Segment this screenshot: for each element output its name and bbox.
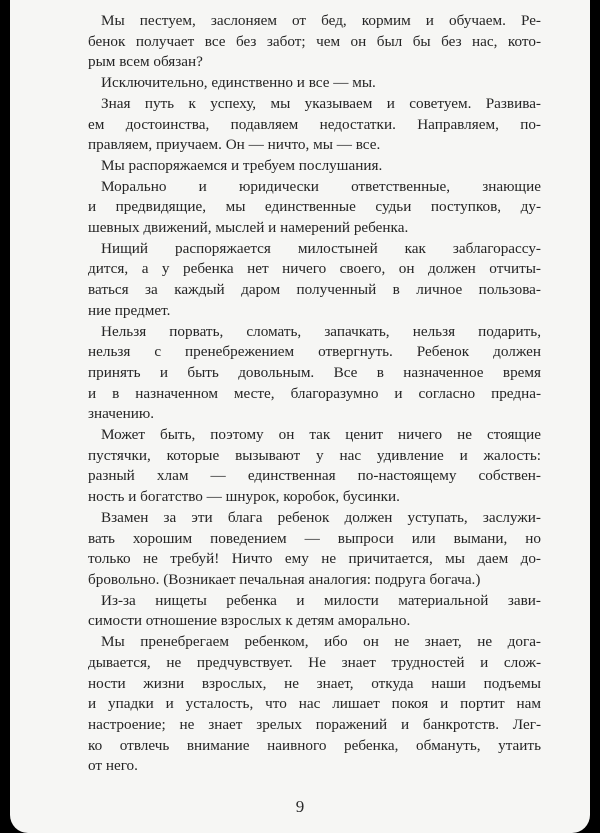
- text-line: и в назначенном месте, благоразумно и согласно предна-: [88, 384, 541, 402]
- paragraph: [88, 156, 541, 177]
- text-line: и предвидящие, мы единственные судьи поступков, ду-: [88, 198, 541, 216]
- text-line: пустячки, которые вызывают у нас удивление и жалость:: [88, 446, 541, 464]
- body-text: [88, 11, 541, 777]
- page-number: 9: [295, 797, 305, 816]
- text-line: Зная путь к успеху, мы указываем и советуем. Развива-: [101, 94, 541, 112]
- text-line: ко отвлечь внимание наивного ребенка, обмануть, утаить: [88, 736, 541, 754]
- paragraph: [88, 591, 541, 632]
- paragraph: [88, 508, 541, 591]
- text-line: бенок получает все без забот; чем он был бы без нас, кото-: [88, 32, 541, 50]
- text-line: дывается, не предчувствует. Не знает трудностей и слож-: [88, 653, 541, 671]
- paragraph: [88, 11, 541, 73]
- text-line: рым всем обязан?: [88, 53, 203, 71]
- text-line: бровольно. (Возникает печальная аналогия: подруга богача.): [88, 570, 481, 588]
- text-line: настроение; не знает зрелых поражений и банкротств. Лег-: [88, 715, 541, 733]
- text-line: нельзя с пренебрежением отвергнуть. Ребенок должен: [88, 343, 541, 361]
- text-line: Исключительно, единственно и все — мы.: [101, 74, 376, 92]
- text-line: вать хорошим поведением — выпроси или вымани, но: [88, 529, 541, 547]
- text-line: только не требуй! Ничто ему не причитается, мы даем до-: [88, 550, 541, 568]
- text-line: Из-за нищеты ребенка и милости материальной зави-: [101, 591, 541, 609]
- book-page: [10, 0, 590, 833]
- text-line: ние предмет.: [88, 301, 171, 319]
- text-line: значению.: [88, 405, 155, 423]
- text-line: Мы распоряжаемся и требуем послушания.: [101, 156, 383, 174]
- text-line: Мы пестуем, заслоняем от бед, кормим и обучаем. Ре-: [101, 12, 541, 29]
- paragraph: [88, 632, 541, 777]
- text-line: ваться за каждый даром полученный в личное пользова-: [88, 281, 541, 299]
- paragraph: [88, 177, 541, 239]
- text-line: правляем, приучаем. Он — ничто, мы — все.: [88, 136, 381, 154]
- text-line: от него.: [88, 757, 138, 775]
- paragraph: [88, 94, 541, 156]
- text-line: Морально и юридически ответственные, знающие: [101, 177, 541, 195]
- text-line: шевных движений, мыслей и намерений ребенка.: [88, 219, 409, 237]
- text-line: Может быть, поэтому он так ценит ничего не стоящие: [101, 426, 541, 444]
- text-line: ность и богатство — шнурок, коробок, бусинки.: [88, 488, 400, 506]
- paragraph: [88, 239, 541, 322]
- text-line: ем достоинства, подавляем недостатки. Направляем, по-: [88, 115, 541, 133]
- text-line: Взамен за эти блага ребенок должен уступать, заслужи-: [101, 508, 541, 526]
- text-line: принять и быть довольным. Все в назначенное время: [88, 363, 541, 381]
- text-line: дится, а у ребенка нет ничего своего, он должен отчиты-: [88, 260, 541, 278]
- text-line: Нельзя порвать, сломать, запачкать, нельзя подарить,: [101, 322, 541, 340]
- paragraph: [88, 73, 541, 94]
- text-line: разный хлам — единственная по-настоящему собствен-: [88, 467, 541, 485]
- paragraph: [88, 322, 541, 426]
- paragraph: [88, 425, 541, 508]
- text-line: ности жизни взрослых, не знает, откуда наши подъемы: [88, 674, 541, 692]
- text-line: Мы пренебрегаем ребенком, ибо он не знает, не дога-: [101, 633, 541, 651]
- text-line: Нищий распоряжается милостыней как заблагорассу-: [101, 239, 541, 257]
- text-line: и упадки и усталость, что нас лишает покоя и портит нам: [88, 695, 541, 713]
- text-line: симости отношение взрослых к детям аморально.: [88, 612, 411, 630]
